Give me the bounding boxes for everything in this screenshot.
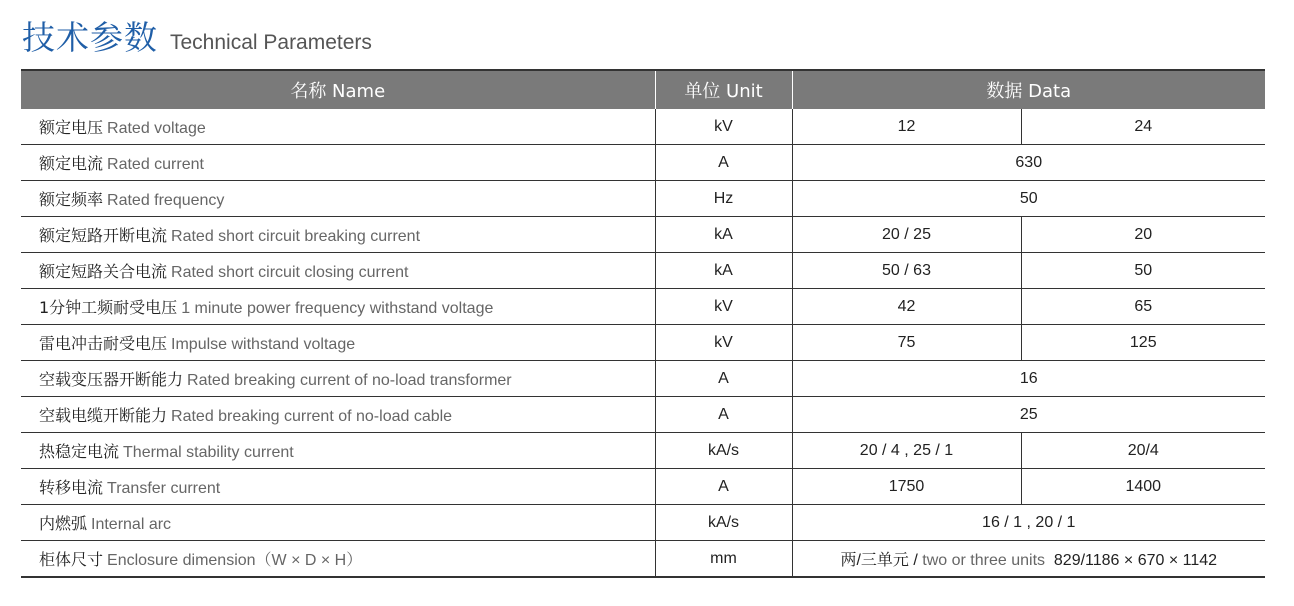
param-value <box>792 541 1265 578</box>
param-unit: kV <box>655 289 792 325</box>
table-row <box>21 541 1265 578</box>
header-unit: 单位 Unit <box>655 70 792 109</box>
param-unit: kV <box>655 109 792 145</box>
table-row <box>21 505 1265 541</box>
param-name <box>21 325 655 361</box>
param-value-1: 20 / 25 <box>792 217 1021 253</box>
param-value-1: 42 <box>792 289 1021 325</box>
param-unit: A <box>655 397 792 433</box>
header-name: 名称 Name <box>21 70 655 109</box>
param-name <box>21 145 655 181</box>
param-name-zh: 空载变压器开断能力 <box>39 370 184 389</box>
param-name <box>21 361 655 397</box>
param-name <box>21 505 655 541</box>
param-value-1: 1750 <box>792 469 1021 505</box>
title-chinese: 技术参数 <box>22 18 158 57</box>
param-name-en: Rated short circuit closing current <box>171 264 409 281</box>
param-value-1: 12 <box>792 109 1021 145</box>
param-name-zh: 1分钟工频耐受电压 <box>39 298 178 317</box>
param-value-1: 20 / 4 , 25 / 1 <box>792 433 1021 469</box>
param-name <box>21 253 655 289</box>
table-row <box>21 325 1265 361</box>
param-name-en: Rated short circuit breaking current <box>171 228 421 245</box>
param-name-zh: 额定短路开断电流 <box>39 226 168 245</box>
param-name-en: Rated frequency <box>107 192 225 209</box>
param-value-2: 20 <box>1021 217 1265 253</box>
param-name-en: Rated current <box>107 156 204 173</box>
param-name-zh: 内燃弧 <box>39 514 88 533</box>
param-name-en: Transfer current <box>107 480 221 497</box>
value-dimension: 829/1186 × 670 × 1142 <box>1053 552 1218 569</box>
table-row <box>21 397 1265 433</box>
title-english: Technical Parameters <box>170 31 372 54</box>
table-row <box>21 145 1265 181</box>
param-name-zh: 空载电缆开断能力 <box>39 406 168 425</box>
param-value-2: 24 <box>1021 109 1265 145</box>
table-row <box>21 217 1265 253</box>
param-name <box>21 541 655 578</box>
param-name <box>21 181 655 217</box>
param-name-zh: 柜体尺寸 <box>39 550 104 569</box>
param-name-zh: 额定电流 <box>39 154 104 173</box>
param-value: 25 <box>792 397 1265 433</box>
param-value: 16 / 1 , 20 / 1 <box>792 505 1265 541</box>
param-name-zh: 热稳定电流 <box>39 442 120 461</box>
table-row <box>21 469 1265 505</box>
param-unit: A <box>655 145 792 181</box>
technical-parameters-table <box>21 69 1265 578</box>
param-name <box>21 289 655 325</box>
page-title <box>22 12 372 58</box>
param-unit: A <box>655 469 792 505</box>
param-name-en: Impulse withstand voltage <box>171 336 356 353</box>
table-header-row <box>21 70 1265 109</box>
param-name-zh: 雷电冲击耐受电压 <box>39 334 168 353</box>
param-unit: kV <box>655 325 792 361</box>
param-name <box>21 217 655 253</box>
param-value-2: 65 <box>1021 289 1265 325</box>
param-value-1: 75 <box>792 325 1021 361</box>
table-row <box>21 433 1265 469</box>
table-row <box>21 109 1265 145</box>
param-unit: kA/s <box>655 505 792 541</box>
param-unit: A <box>655 361 792 397</box>
param-value-2: 20/4 <box>1021 433 1265 469</box>
param-name-zh: 转移电流 <box>39 478 104 497</box>
param-value: 630 <box>792 145 1265 181</box>
param-name <box>21 397 655 433</box>
header-data: 数据 Data <box>792 70 1265 109</box>
param-value-1: 50 / 63 <box>792 253 1021 289</box>
param-unit: Hz <box>655 181 792 217</box>
table-row <box>21 181 1265 217</box>
param-value: 50 <box>792 181 1265 217</box>
param-unit: kA/s <box>655 433 792 469</box>
param-name-zh: 额定电压 <box>39 118 104 137</box>
param-name-en: Enclosure dimension（W × D × H） <box>107 552 363 569</box>
param-name-en: Rated voltage <box>107 120 206 137</box>
param-name <box>21 433 655 469</box>
param-name <box>21 109 655 145</box>
param-name-en: Rated breaking current of no-load transformer <box>187 372 512 389</box>
param-value-2: 125 <box>1021 325 1265 361</box>
param-value-2: 1400 <box>1021 469 1265 505</box>
table-row <box>21 253 1265 289</box>
param-unit: mm <box>655 541 792 578</box>
param-name-en: 1 minute power frequency withstand voltage <box>181 300 494 317</box>
param-name-en: Rated breaking current of no-load cable <box>171 408 453 425</box>
value-units-en: two or three units <box>922 552 1046 569</box>
table-row <box>21 289 1265 325</box>
table-row <box>21 361 1265 397</box>
param-unit: kA <box>655 253 792 289</box>
param-unit: kA <box>655 217 792 253</box>
param-name-en: Thermal stability current <box>123 444 294 461</box>
param-value-2: 50 <box>1021 253 1265 289</box>
param-name-en: Internal arc <box>91 516 172 533</box>
param-value: 16 <box>792 361 1265 397</box>
param-name-zh: 额定频率 <box>39 190 104 209</box>
value-units-zh: 两/三单元 / <box>840 552 918 569</box>
param-name-zh: 额定短路关合电流 <box>39 262 168 281</box>
param-name <box>21 469 655 505</box>
